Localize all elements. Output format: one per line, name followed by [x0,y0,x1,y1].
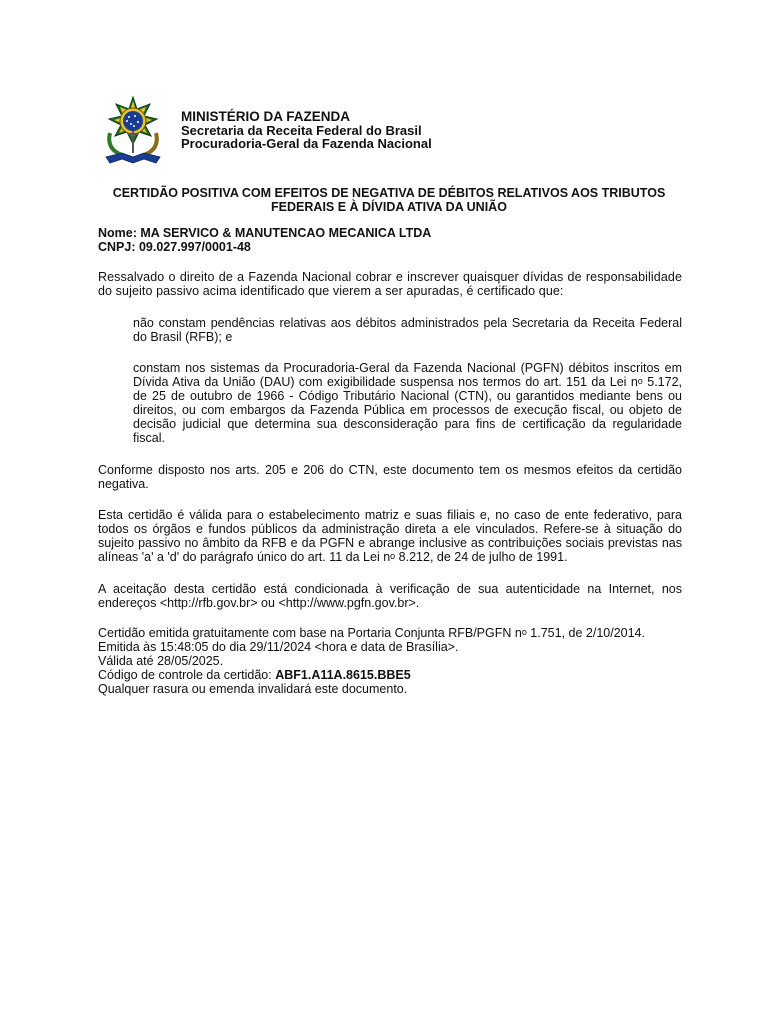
subject-identification [98,227,431,254]
issued-text-b: 1.751, de 2/10/2014. [526,626,645,640]
validity-sup: o [390,551,396,561]
issuance-details [98,626,682,696]
control-code-value: ABF1.A11A.8615.BBE5 [275,668,411,682]
subject-cnpj: CNPJ: 09.027.997/0001-48 [98,239,251,254]
issued-line [98,626,682,640]
subject-name: Nome: MA SERVICO & MANUTENCAO MECANICA LTDA [98,226,432,240]
pgfn-item-text-a: constam nos sistemas da Procuradoria-Geral da Fazenda Nacional (PGFN) débitos inscritos em Dívida Ativa da União (DAU) com exigibilidade suspensa nos termos do art. 151 da Lei n [133,361,682,389]
warning-line: Qualquer rasura ou emenda invalidará este documento. [98,682,408,696]
control-code-line [98,668,682,682]
pgfn-item-sup: o [637,376,643,386]
title-line-1: CERTIDÃO POSITIVA COM EFEITOS DE NEGATIVA DE DÉBITOS RELATIVOS AOS TRIBUTOS [112,186,666,200]
issued-text-a: Certidão emitida gratuitamente com base na Portaria Conjunta RFB/PGFN n [98,626,522,640]
issuing-organization [181,110,432,151]
ministry-name: MINISTÉRIO DA FAZENDA [181,109,351,124]
pgfn-item-text-b: 5.172, de 25 de outubro de 1966 - Código Tributário Nacional (CTN), ou garantidos mediante bens ou direitos, ou com embargos da Fazenda Pública em processos de execução fiscal, ou objeto de decisão judicial que determina sua desconsideração para fins de certificação da regularidade fiscal. [133,375,682,445]
brazil-coat-of-arms-icon [100,95,166,165]
secretariat-name: Secretaria da Receita Federal do Brasil [181,122,422,138]
title-line-2: FEDERAIS E À DÍVIDA ATIVA DA UNIÃO [271,200,507,214]
control-code-label: Código de controle da certidão: [98,668,276,682]
validity-paragraph [98,508,682,564]
pgfn-item-paragraph [133,361,682,445]
validity-text-b: 8.212, de 24 de julho de 1991. [395,550,568,564]
valid-until-line: Válida até 28/05/2025. [98,654,224,668]
acceptance-paragraph: A aceitação desta certidão está condicionada à verificação de sua autenticidade na Internet, nos endereços <http://rfb.gov.br> ou <http://www.pgfn.gov.br>. [98,582,682,610]
certificate-title [98,186,680,214]
emitted-line: Emitida às 15:48:05 do dia 29/11/2024 <hora e data de Brasília>. [98,640,459,654]
rfb-item-paragraph: não constam pendências relativas aos débitos administrados pela Secretaria da Receita Federal do Brasil (RFB); e [133,316,682,344]
validity-text-a: Esta certidão é válida para o estabelecimento matriz e suas filiais e, no caso de ente federativo, para todos os órgãos e fundos públicos da administração direta a ele vinculados. Refere-se à situação do sujeito passivo no âmbito da RFB e da PGFN e abrange inclusive as contribuições sociais previstas nas alíneas 'a' a 'd' do parágrafo único do art. 11 da Lei n [98,508,682,564]
ctn-paragraph: Conforme disposto nos arts. 205 e 206 do CTN, este documento tem os mesmos efeitos da certidão negativa. [98,463,682,491]
issued-sup: o [521,627,527,637]
procuradoria-name: Procuradoria-Geral da Fazenda Nacional [181,136,432,151]
intro-paragraph: Ressalvado o direito de a Fazenda Nacional cobrar e inscrever quaisquer dívidas de responsabilidade do sujeito passivo acima identificado que vierem a ser apuradas, é certificado que: [98,270,682,298]
